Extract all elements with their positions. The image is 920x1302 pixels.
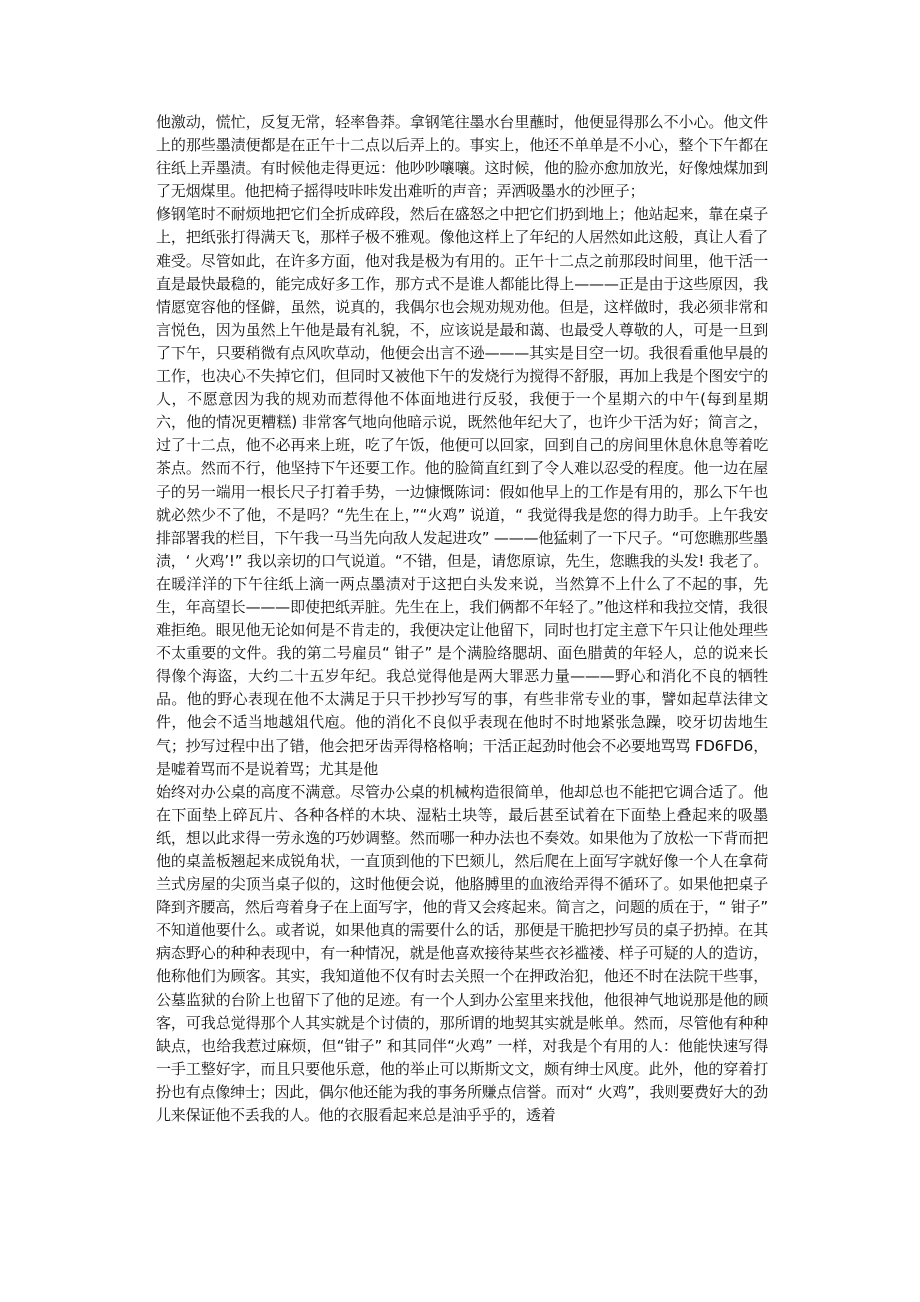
document-page xyxy=(156,111,768,1127)
paragraph-2: 修钢笔时不耐烦地把它们全折成碎段，然后在盛怒之中把它们扔到地上；他站起来，靠在桌子上，把纸张打得满天飞，那样子极不雅观。像他这样上了年纪的人居然如此这般，真让人看了难受。尽管如此，在许多方面，他对我是极为有用的。正午十二点之前那段时间里，他干活一直是最快最稳的，能完成好多工作，那方式不是谁人都能比得上———正是由于这些原因，我情愿宽容他的怪僻，虽然，说真的，我偶尔也会规劝规劝他。但是，这样做时，我必须非常和言悦色，因为虽然上午他是最有礼貌，不，应该说是最和蔼、也最受人尊敬的人，可是一旦到了下午，只要稍微有点风吹草动，他便会出言不逊———其实是目空一切。我很看重他早晨的工作，也决心不失掉它们，但同时又被他下午的发烧行为搅得不舒服，再加上我是个图安宁的人，不愿意因为我的规劝而惹得他不体面地进行反驳，我便于一个星期六的中午(每到星期六，他的情况更糟糕) 非常客气地向他暗示说，既然他年纪大了，也许少干活为好；简言之，过了十二点，他不必再来上班，吃了午饭，他便可以回家，回到自己的房间里休息休息等着吃茶点。然而不行，他坚持下午还要工作。他的脸简直红到了令人难以忍受的程度。他一边在屋子的另一端用一根长尺子打着手势，一边慷慨陈词：假如他早上的工作是有用的，那么下午也就必然少不了他，不是吗？“先生在上，”“火鸡” 说道，“ 我觉得我是您的得力助手。上午我安排部署我的栏目，下午我一马当先向敌人发起进攻” ———他猛刺了一下尺子。“可您瞧那些墨渍，‘ 火鸡’!” 我以亲切的口气说道。“不错，但是，请您原谅，先生，您瞧我的头发! 我老了。在暖洋洋的下午往纸上滴一两点墨渍对于这把白头发来说，当然算不上什么了不起的事，先生，年高望长———即使把纸弄脏。先生在上，我们俩都不年轻了。”他这样和我拉交情，我很难拒绝。眼见他无论如何是不肯走的，我便决定让他留下，同时也打定主意下午只让他处理些不太重要的文件。我的第二号雇员“ 钳子” 是个满脸络腮胡、面色腊黄的年轻人，总的说来长得像个海盗，大约二十五岁年纪。我总觉得他是两大罪恶力量———野心和消化不良的牺牲品。他的野心表现在他不太满足于只干抄抄写写的事，有些非常专业的事，譬如起草法律文件，他会不适当地越俎代庖。他的消化不良似乎表现在他时不时地紧张急躁，咬牙切齿地生气；抄写过程中出了错，他会把牙齿弄得格格响；干活正起劲时他会不必要地骂骂 FD6FD6，是嘘着骂而不是说着骂；尤其是他 xyxy=(156,205,769,778)
paragraph-3: 始终对办公桌的高度不满意。尽管办公桌的机械构造很简单，他却总也不能把它调合适了。他在下面垫上碎瓦片、各种各样的木块、湿粘土块等，最后甚至试着在下面垫上叠起来的吸墨纸，想以此求得一劳永逸的巧妙调整。然而哪一种办法也不奏效。如果他为了放松一下背而把他的桌盖板翘起来成锐角状，一直顶到他的下巴颏儿，然后爬在上面写字就好像一个人在拿荷兰式房屋的尖顶当桌子似的，这时他便会说，他胳膊里的血液给弄得不循环了。如果他把桌子降到齐腰高，然后弯着身子在上面写字，他的背又会疼起来。简言之，问题的质在于，“ 钳子” 不知道他要什么。或者说，如果他真的需要什么的话，那便是干脆把抄写员的桌子扔掉。在其病态野心的种种表现中，有一种情况，就是他喜欢接待某些衣衫褴褛、样子可疑的人的造访，他称他们为顾客。其实，我知道他不仅有时去关照一个在押政治犯，他还不时在法院干些事，公墓监狱的台阶上也留下了他的足迹。有一个人到办公室里来找他，他很神气地说那是他的顾客，可我总觉得那个人其实就是个讨债的，那所谓的地契其实就是帐单。然而，尽管他有种种缺点，也给我惹过麻烦，但“钳子” 和其同伴“火鸡” 一样，对我是个有用的人：他能快速写得一手工整好字，而且只要他乐意，他的举止可以斯斯文文，颇有绅士风度。此外，他的穿着打扮也有点像绅士；因此，偶尔他还能为我的事务所赚点信誉。而对“ 火鸡”，我则要费好大的劲儿来保证他不丢我的人。他的衣服看起来总是油乎乎的，透着 xyxy=(156,782,768,1125)
paragraph-1: 他激动，慌忙，反复无常，轻率鲁莽。拿钢笔往墨水台里蘸时，他便显得那么不小心。他文件上的那些墨渍便都是在正午十二点以后弄上的。事实上，他还不单单是不小心，整个下午都在往纸上弄墨渍。有时候他走得更远：他吵吵嚷嚷。这时候，他的脸亦愈加放光，好像烛煤加到了无烟煤里。他把椅子摇得吱咔咔发出难听的声音；弄洒吸墨水的沙匣子； xyxy=(156,113,768,201)
